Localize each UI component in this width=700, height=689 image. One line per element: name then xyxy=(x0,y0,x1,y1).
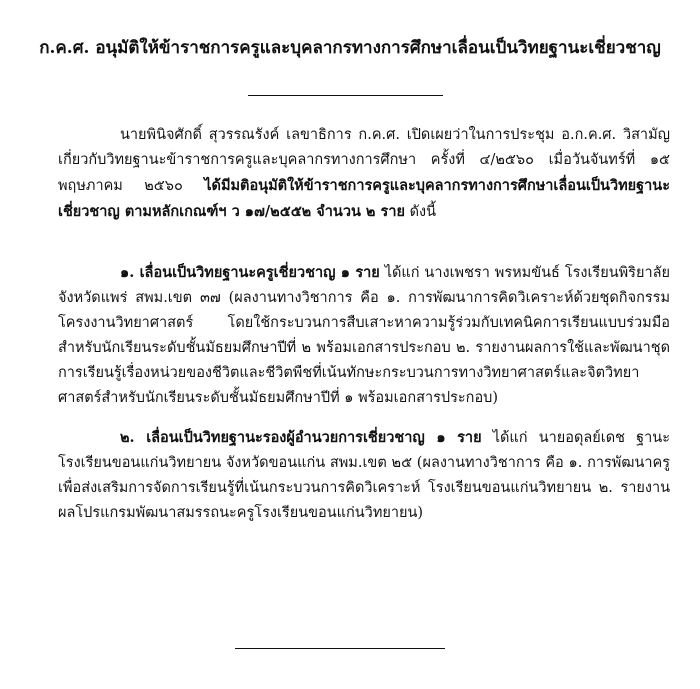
item-1-paragraph xyxy=(58,260,670,411)
divider-top xyxy=(248,95,443,96)
item-1-heading: ๑. เลื่อนเป็นวิทยฐานะครูเชี่ยวชาญ ๑ ราย xyxy=(120,264,380,281)
item-2-paragraph xyxy=(58,425,670,526)
page-title: ก.ค.ศ. อนุมัติให้ข้าราชการครูและบุคลากรทางการศึกษาเลื่อนเป็นวิทยฐานะเชี่ยวชาญ xyxy=(39,38,661,58)
intro-paragraph xyxy=(58,123,670,225)
item-2-heading: ๒. เลื่อนเป็นวิทยฐานะรองผู้อำนวยการเชี่ยวชาญ ๑ ราย xyxy=(120,429,482,446)
divider-bottom xyxy=(235,648,445,649)
item-1-text: ได้แก่ นางเพชรา พรหมขันธ์ โรงเรียนพิริยาลัย จังหวัดแพร่ สพม.เขต ๓๗ (ผลงานทางวิชาการ คือ ๑. การพัฒนาการคิดวิเคราะห์ด้วยชุดกิจกรรมโครงงานวิทยาศาสตร์ โดยใช้กระบวนการสืบเสาะหาความรู้ร่วมกับเทคนิคการเรียนแบบร่วมมือสำหรับนักเรียนระดับชั้นมัธยมศึกษาปีที่ ๒ พร้อมเอกสารประกอบ ๒. รายงานผลการใช้และพัฒนาชุดการเรียนรู้เรื่องหน่วยของชีวิตและชีวิตพืชที่เน้นทักษะกระบวนการทางวิทยาศาสตร์และจิตวิทยาศาสตร์สำหรับนักเรียนระดับชั้นมัธยมศึกษาปีที่ ๑ พร้อมเอกสารประกอบ) xyxy=(58,265,670,406)
intro-tail: ดังนี้ xyxy=(404,204,436,220)
intro-bold-text: ได้มีมติอนุมัติให้ข้าราชการครูและบุคลากรทางการศึกษาเลื่อนเป็นวิทยฐานะเชี่ยวชาญ ตามหลักเกณฑ์ฯ ว ๑๗/๒๕๕๒ จำนวน ๒ ราย xyxy=(58,177,670,220)
intro-text: นายพินิจศักดิ์ สุวรรณรังค์ เลขาธิการ ก.ค.ศ. เปิดเผยว่าในการประชุม อ.ก.ค.ศ. วิสามัญเกี่ยวกับวิทยฐานะข้าราชการครูและบุคลากรทางการศึกษา ครั้งที่ ๔/๒๕๖๐ เมื่อวันจันทร์ที่ ๑๕ พฤษภาคม ๒๕๖๐ xyxy=(58,127,670,194)
item-2-text: ได้แก่ นายอดุลย์เดช ฐานะ โรงเรียนขอนแก่นวิทยายน จังหวัดขอนแก่น สพม.เขต ๒๕ (ผลงานทางวิชาการ คือ ๑. การพัฒนาครูเพื่อส่งเสริมการจัดการเรียนรู้ที่เน้นกระบวนการคิดวิเคราะห์ โรงเรียนขอนแก่นวิทยายน ๒. รายงานผลโปรแกรมพัฒนาสมรรถนะครูโรงเรียนขอนแก่นวิทยายน) xyxy=(58,430,670,521)
